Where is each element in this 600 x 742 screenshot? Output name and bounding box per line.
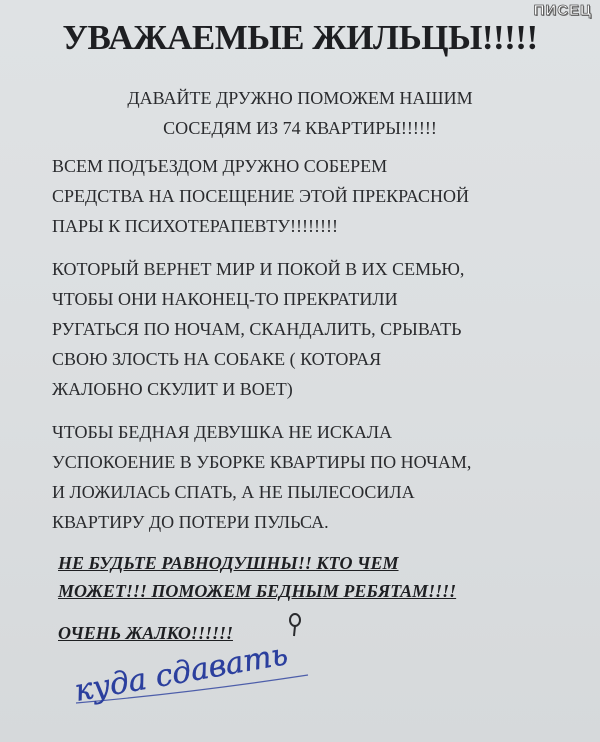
intro-paragraph: [0, 83, 600, 143]
paragraph-line: КОТОРЫЙ ВЕРНЕТ МИР И ПОКОЙ В ИХ СЕМЬЮ,: [52, 259, 465, 279]
paragraph-therapist: [52, 254, 464, 404]
handwritten-note-text: куда сдавать: [72, 637, 291, 709]
notice-title: УВАЖАЕМЫЕ ЖИЛЬЦЫ!!!!!: [62, 18, 538, 57]
paragraph-line: УСПОКОЕНИЕ В УБОРКЕ КВАРТИРЫ ПО НОЧАМ,: [52, 452, 472, 472]
paragraph-line: СРЕДСТВА НА ПОСЕЩЕНИЕ ЭТОЙ ПРЕКРАСНОЙ: [52, 186, 469, 206]
paragraph-fundraise: [52, 151, 469, 241]
paragraph-line: ЖАЛОБНО СКУЛИТ И ВОЕТ): [52, 379, 293, 399]
handwritten-note: [70, 635, 320, 715]
paragraph-line: СВОЮ ЗЛОСТЬ НА СОБАКЕ ( КОТОРАЯ: [52, 349, 382, 369]
paragraph-line: И ЛОЖИЛАСЬ СПАТЬ, А НЕ ПЫЛЕСОСИЛА: [52, 482, 415, 502]
intro-line: ДАВАЙТЕ ДРУЖНО ПОМОЖЕМ НАШИМ: [127, 88, 473, 108]
watermark: ПИСЕЦ: [533, 2, 592, 19]
paragraph-line: ЧТОБЫ БЕДНАЯ ДЕВУШКА НЕ ИСКАЛА: [52, 422, 393, 442]
paragraph-girl: [52, 417, 471, 537]
paragraph-line: ВСЕМ ПОДЪЕЗДОМ ДРУЖНО СОБЕРЕМ: [52, 156, 388, 176]
closing-line: ОЧЕНЬ ЖАЛКО!!!!!!: [58, 623, 233, 643]
paragraph-line: РУГАТЬСЯ ПО НОЧАМ, СКАНДАЛИТЬ, СРЫВАТЬ: [52, 319, 462, 339]
paragraph-line: КВАРТИРУ ДО ПОТЕРИ ПУЛЬСА.: [52, 512, 329, 532]
paragraph-line: ПАРЫ К ПСИХОТЕРАПЕВТУ!!!!!!!!: [52, 216, 338, 236]
intro-line: СОСЕДЯМ ИЗ 74 КВАРТИРЫ!!!!!!: [163, 118, 437, 138]
appeal-line: МОЖЕТ!!! ПОМОЖЕМ БЕДНЫМ РЕБЯТАМ!!!!: [58, 581, 457, 601]
paragraph-line: ЧТОБЫ ОНИ НАКОНЕЦ-ТО ПРЕКРАТИЛИ: [52, 289, 398, 309]
appeal-line: НЕ БУДЬТЕ РАВНОДУШНЫ!! КТО ЧЕМ: [58, 553, 399, 573]
